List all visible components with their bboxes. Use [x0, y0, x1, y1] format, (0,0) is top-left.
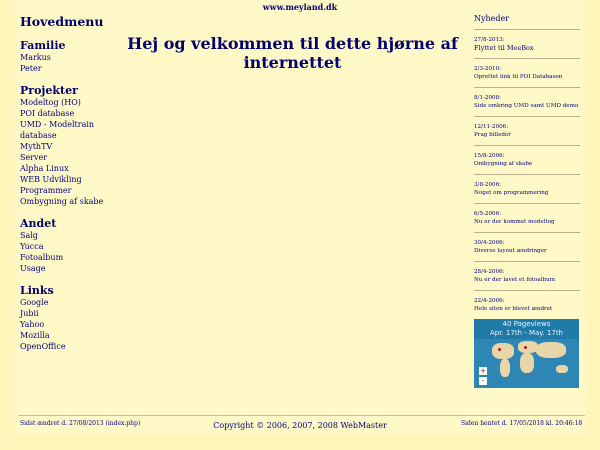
menu-link-google[interactable]: Google: [20, 298, 49, 307]
footer-last-modified: Sidst ændret d. 27/08/2013 (index.php): [20, 420, 141, 427]
pageviews-count: 40 Pageviews: [502, 320, 551, 328]
news-item[interactable]: [474, 297, 580, 313]
menu-link-salg[interactable]: Salg: [20, 231, 38, 240]
visitor-marker: [524, 346, 527, 349]
news-date: 12/11-2006:: [474, 124, 509, 130]
news-date: 3/8-2006:: [474, 182, 502, 188]
menu-group-links: [20, 284, 120, 352]
zoom-out-button[interactable]: -: [479, 377, 487, 385]
menu-link-umd[interactable]: UMD - Modeltrain database: [20, 120, 95, 140]
pageviews-range: Apr. 17th - May. 17th: [490, 329, 563, 337]
welcome-heading: Hej og velkommen til dette hjørne af internettet: [127, 34, 458, 72]
menu-link-server[interactable]: Server: [20, 153, 48, 162]
news-divider: [474, 203, 580, 204]
news-text: Oprettet link til POI Databasen: [474, 74, 563, 80]
news-date: 30/4-2006:: [474, 240, 505, 246]
news-item[interactable]: [474, 123, 580, 139]
news-date: 8/1-2008:: [474, 95, 502, 101]
menu-link-alpha-linux[interactable]: Alpha Linux: [20, 164, 69, 173]
menu-link-openoffice[interactable]: OpenOffice: [20, 342, 66, 351]
menu-link-mythtv[interactable]: MythTV: [20, 142, 53, 151]
menu-title: Hovedmenu: [20, 14, 104, 29]
news-date: 28/4-2006:: [474, 269, 505, 275]
menu-link-yahoo[interactable]: Yahoo: [20, 320, 45, 329]
map-landmass: [520, 353, 534, 373]
menu-heading-familie: Familie: [20, 39, 66, 52]
menu-group-familie: [20, 39, 120, 74]
footer-fetched: Siden hentet d. 17/05/2018 kl. 20:46:18: [461, 420, 583, 427]
news-text: Nu er der lavet et fotoalbum: [474, 277, 556, 283]
news-divider: [474, 290, 580, 291]
footer-divider: [18, 415, 585, 416]
menu-link-yucca[interactable]: Yucca: [20, 242, 44, 251]
news-divider: [474, 145, 580, 146]
footer-copyright: Copyright © 2006, 2007, 2008 WebMaster: [213, 421, 387, 430]
menu-link-modeltog[interactable]: Modeltog (HO): [20, 98, 81, 107]
news-item[interactable]: [474, 94, 580, 110]
news-item[interactable]: [474, 268, 580, 284]
menu-group-projekter: [20, 84, 120, 207]
news-item[interactable]: [474, 239, 580, 255]
news-text: Ombygning af skabe: [474, 161, 533, 167]
menu-group-andet: [20, 217, 120, 274]
menu-link-ombygning[interactable]: Ombygning af skabe: [20, 197, 104, 206]
map-landmass: [492, 343, 514, 359]
news-text: Diverse layout ændringer: [474, 248, 547, 254]
news-divider: [474, 87, 580, 88]
visitor-map[interactable]: [474, 339, 579, 388]
news-divider: [474, 58, 580, 59]
news-text: Hele siten er blevet ændret: [474, 306, 553, 312]
news-text: Prag billeder: [474, 132, 511, 138]
menu-link-usage[interactable]: Usage: [20, 264, 46, 273]
map-landmass: [556, 365, 568, 373]
menu-link-fotoalbum[interactable]: Fotoalbum: [20, 253, 64, 262]
menu-heading-andet: Andet: [20, 217, 57, 230]
news-date: 2/3-2010:: [474, 66, 502, 72]
news-date: 6/5-2006:: [474, 211, 502, 217]
map-landmass: [518, 341, 538, 353]
news-column: [474, 14, 580, 388]
news-divider: [474, 116, 580, 117]
menu-link-jubii[interactable]: Jubii: [20, 309, 39, 318]
news-divider: [474, 174, 580, 175]
news-item[interactable]: [474, 36, 580, 52]
visitor-marker: [498, 348, 501, 351]
menu-link-peter[interactable]: Peter: [20, 64, 42, 73]
news-divider: [474, 232, 580, 233]
news-divider: [474, 29, 580, 30]
news-date: 15/8-2006:: [474, 153, 505, 159]
news-date: 27/8-2013:: [474, 37, 505, 43]
news-text: Noget om programmering: [474, 190, 549, 196]
menu-link-markus[interactable]: Markus: [20, 53, 51, 62]
map-landmass: [500, 359, 510, 377]
menu-heading-links: Links: [20, 284, 54, 297]
menu-link-poi-database[interactable]: POI database: [20, 109, 75, 118]
news-item[interactable]: [474, 65, 580, 81]
news-text: Flyttet til MeeBox: [474, 44, 534, 52]
news-title: Nyheder: [474, 14, 510, 23]
news-item[interactable]: [474, 210, 580, 226]
news-divider: [474, 261, 580, 262]
menu-heading-projekter: Projekter: [20, 84, 78, 97]
news-text: Side omkring UMD samt UMD demo: [474, 103, 579, 109]
menu-link-web-udvikling[interactable]: WEB Udvikling: [20, 175, 82, 184]
news-item[interactable]: [474, 181, 580, 197]
menu-link-programmer[interactable]: Programmer: [20, 186, 72, 195]
news-text: Nu er der kommet modeltog: [474, 219, 555, 225]
news-item[interactable]: [474, 152, 580, 168]
news-date: 22/4-2006:: [474, 298, 505, 304]
zoom-in-button[interactable]: +: [480, 367, 486, 375]
menu-link-mozilla[interactable]: Mozilla: [20, 331, 50, 340]
pageviews-widget[interactable]: [474, 319, 579, 388]
map-landmass: [536, 342, 566, 358]
site-domain: www.meyland.dk: [262, 2, 338, 12]
main-menu: [20, 14, 120, 362]
